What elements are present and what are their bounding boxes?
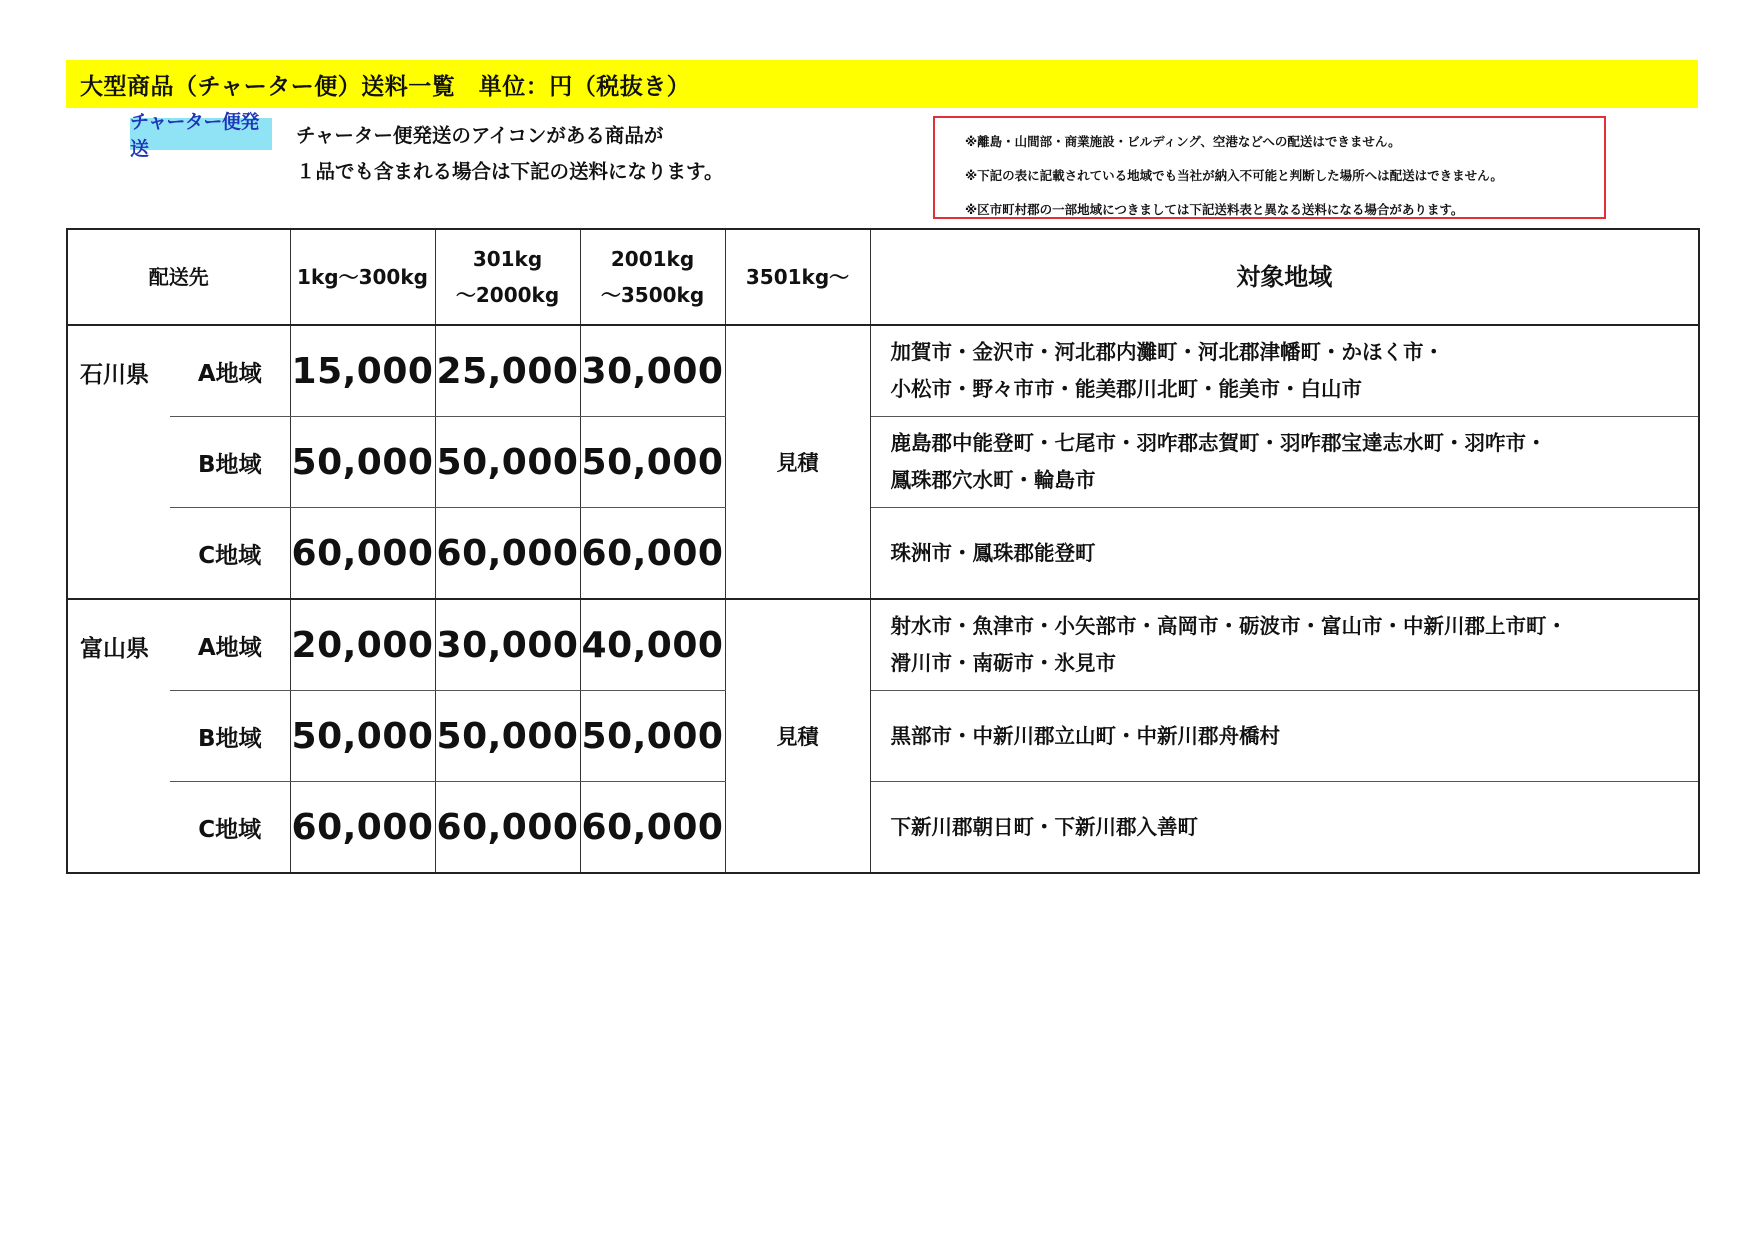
prefecture-toyama: 富山県 bbox=[80, 636, 149, 662]
charter-delivery-badge: チャーター便発送 bbox=[130, 118, 272, 150]
zone-label: C地域 bbox=[170, 782, 290, 874]
notice-line-1: ※離島・山間部・商業施設・ビルディング、空港などへの配送はできません。 bbox=[965, 134, 1401, 149]
notice-line-3: ※区市町村郡の一部地域につきましては下記送料表と異なる送料になる場合があります。 bbox=[965, 202, 1464, 217]
rate-cell: 60,000 bbox=[290, 508, 435, 600]
rate-cell: 50,000 bbox=[435, 417, 580, 508]
notice-line-2: ※下記の表に記載されている地域でも当社が納入不可能と判断した場所へは配送はできません。 bbox=[965, 168, 1503, 183]
zone-label: B地域 bbox=[170, 691, 290, 782]
header-target-area: 対象地域 bbox=[870, 229, 1699, 325]
rate-cell: 60,000 bbox=[580, 782, 725, 874]
header-weight-3-line-1: 2001kg bbox=[610, 247, 695, 271]
table-row bbox=[67, 691, 1699, 782]
rate-cell: 15,000 bbox=[290, 325, 435, 417]
header-weight-4: 3501kg～ bbox=[725, 229, 870, 325]
prefecture-ishikawa: 石川県 bbox=[67, 325, 170, 599]
table-row bbox=[67, 325, 1699, 417]
rate-cell: 60,000 bbox=[580, 508, 725, 600]
area-cell bbox=[870, 508, 1699, 600]
area-line: 加賀市・金沢市・河北郡内灘町・河北郡津幡町・かほく市・ bbox=[890, 340, 1444, 364]
rate-cell: 20,000 bbox=[290, 599, 435, 691]
header-weight-3 bbox=[580, 229, 725, 325]
rate-cell: 30,000 bbox=[435, 599, 580, 691]
description-line-2: １品でも含まれる場合は下記の送料になります。 bbox=[296, 160, 724, 183]
description bbox=[296, 118, 723, 190]
table-row bbox=[67, 599, 1699, 691]
area-cell bbox=[870, 599, 1699, 691]
area-line: 鳳珠郡穴水町・輪島市 bbox=[890, 468, 1096, 492]
page-title: 大型商品（チャーター便）送料一覧 単位：円（税抜き） bbox=[66, 60, 1698, 108]
area-cell bbox=[870, 417, 1699, 508]
area-cell bbox=[870, 691, 1699, 782]
header-weight-2-line-2: ～2000kg bbox=[455, 283, 560, 307]
notice-box bbox=[933, 116, 1606, 219]
area-line: 珠洲市・鳳珠郡能登町 bbox=[890, 540, 1096, 565]
rate-cell: 50,000 bbox=[435, 691, 580, 782]
rate-cell: 40,000 bbox=[580, 599, 725, 691]
rate-cell: 60,000 bbox=[290, 782, 435, 874]
rate-cell: 50,000 bbox=[580, 691, 725, 782]
rate-cell: 60,000 bbox=[435, 782, 580, 874]
header-weight-2-line-1: 301kg bbox=[472, 247, 543, 271]
zone-label: B地域 bbox=[170, 417, 290, 508]
rate-cell: 25,000 bbox=[435, 325, 580, 417]
header-destination: 配送先 bbox=[67, 229, 290, 325]
table-row bbox=[67, 417, 1699, 508]
area-line: 鹿島郡中能登町・七尾市・羽咋郡志賀町・羽咋郡宝達志水町・羽咋市・ bbox=[890, 431, 1547, 455]
estimate-cell: 見積 bbox=[725, 599, 870, 873]
zone-label: A地域 bbox=[170, 599, 290, 691]
table-row bbox=[67, 782, 1699, 874]
rate-cell: 50,000 bbox=[290, 417, 435, 508]
header-weight-3-line-2: ～3500kg bbox=[600, 283, 705, 307]
rate-cell: 60,000 bbox=[435, 508, 580, 600]
area-line: 下新川郡朝日町・下新川郡入善町 bbox=[890, 814, 1198, 839]
area-line: 黒部市・中新川郡立山町・中新川郡舟橋村 bbox=[890, 723, 1280, 748]
header-weight-2 bbox=[435, 229, 580, 325]
rate-cell: 50,000 bbox=[290, 691, 435, 782]
area-line: 射水市・魚津市・小矢部市・高岡市・砺波市・富山市・中新川郡上市町・ bbox=[890, 614, 1567, 638]
description-line-1: チャーター便発送のアイコンがある商品が bbox=[296, 124, 664, 147]
area-cell bbox=[870, 325, 1699, 417]
area-cell bbox=[870, 782, 1699, 874]
table-header-row bbox=[67, 229, 1699, 325]
table-row bbox=[67, 508, 1699, 600]
rate-cell: 50,000 bbox=[580, 417, 725, 508]
rate-cell: 30,000 bbox=[580, 325, 725, 417]
area-line: 滑川市・南砺市・氷見市 bbox=[890, 651, 1116, 675]
shipping-rate-table bbox=[66, 228, 1700, 874]
zone-label: C地域 bbox=[170, 508, 290, 600]
area-line: 小松市・野々市市・能美郡川北町・能美市・白山市 bbox=[890, 377, 1362, 401]
estimate-cell: 見積 bbox=[725, 325, 870, 599]
zone-label: A地域 bbox=[170, 325, 290, 417]
header-weight-1: 1kg～300kg bbox=[290, 229, 435, 325]
